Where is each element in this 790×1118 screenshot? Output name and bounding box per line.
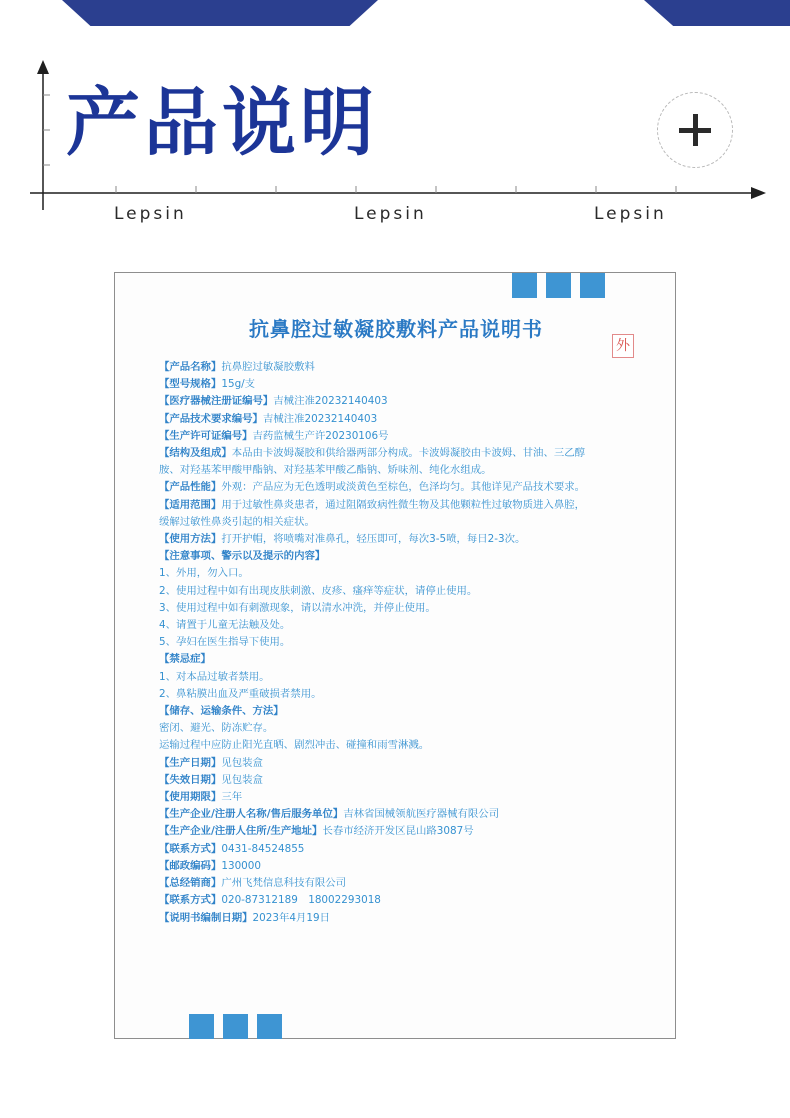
document-line (159, 428, 659, 445)
line-label: 【使用期限】 (159, 791, 222, 804)
line-label: 【联系方式】 (159, 842, 222, 855)
document-line (159, 755, 659, 772)
line-label: 【生产日期】 (159, 756, 222, 769)
line-text: 吉林省国械领航医疗器械有限公司 (343, 808, 500, 821)
line-label: 【医疗器械注册证编号】 (159, 395, 274, 408)
line-text: 0431-84524855 (221, 842, 305, 855)
document-line (159, 651, 659, 668)
line-text: 抗鼻腔过敏凝胶敷料 (221, 361, 315, 373)
document-line (159, 703, 659, 720)
document-line (159, 479, 659, 496)
document-line (159, 583, 659, 600)
line-text: 3、使用过程中如有刺激现象，请以清水冲洗，并停止使用。 (159, 601, 436, 614)
axis-label-lepsin: Lepsin (114, 204, 187, 224)
line-text: 吉械注准20232140403 (262, 412, 378, 425)
decor-square (223, 1014, 248, 1039)
line-text: 本品由卡波姆凝胶和供给器两部分构成。卡波姆凝胶由卡波姆、甘油、三乙醇 (231, 447, 586, 460)
decor-square (580, 273, 605, 298)
page-title: 产品说明 (66, 80, 378, 166)
document-line (159, 548, 659, 565)
axis-label-lepsin: Lepsin (354, 204, 427, 224)
document-line (159, 497, 659, 514)
document-line (159, 841, 659, 858)
line-text: 见包装盒 (221, 773, 263, 786)
line-text: 5、孕妇在医生指导下使用。 (159, 636, 291, 649)
document-line (159, 514, 659, 531)
document-line (159, 789, 659, 806)
line-label: 【禁忌症】 (159, 653, 211, 666)
line-text: 吉药监械生产许20230106号 (252, 429, 389, 442)
plus-icon[interactable] (657, 92, 733, 168)
line-label: 【生产企业/注册人名称/售后服务单位】 (159, 808, 344, 821)
line-text: 2、鼻粘膜出血及严重破损者禁用。 (159, 687, 322, 700)
document-line (159, 737, 659, 754)
external-use-stamp: 外 (612, 334, 634, 358)
line-text: 2、使用过程中如有出现皮肤刺激、皮疹、瘙痒等症状，请停止使用。 (159, 584, 478, 597)
line-text: 用于过敏性鼻炎患者，通过阻隔致病性微生物及其他颗粒性过敏物质进入鼻腔， (221, 498, 586, 511)
line-text: 见包装盒 (221, 756, 263, 769)
line-label: 【说明书编制日期】 (159, 911, 253, 924)
line-text: 15g/支 (221, 378, 256, 391)
line-label: 【结构及组成】 (159, 447, 232, 460)
line-text: 胺、对羟基苯甲酸甲酯钠、对羟基苯甲酸乙酯钠、矫味剂、纯化水组成。 (159, 464, 492, 477)
line-text: 打开护帽，将喷嘴对准鼻孔，轻压即可，每次3-5喷，每日2-3次。 (221, 533, 526, 546)
document-line (159, 772, 659, 789)
line-text: 长春市经济开发区昆山路3087号 (322, 825, 474, 838)
line-label: 【储存、运输条件、方法】 (159, 705, 284, 718)
document-line (159, 393, 659, 410)
line-text: 密闭、避光、防冻贮存。 (159, 722, 274, 735)
line-text: 2023年4月19日 (252, 911, 330, 924)
line-label: 【失效日期】 (159, 773, 222, 786)
axis-label-lepsin: Lepsin (594, 204, 667, 224)
line-text: 缓解过敏性鼻炎引起的相关症状。 (159, 515, 315, 528)
decor-square (257, 1014, 282, 1039)
document-line (159, 617, 659, 634)
decor-square (512, 273, 537, 298)
document-line (159, 600, 659, 617)
document-line (159, 875, 659, 892)
line-text: 1、对本品过敏者禁用。 (159, 670, 270, 683)
instruction-sheet (114, 272, 676, 1039)
line-label: 【使用方法】 (159, 533, 222, 546)
document-line (159, 910, 659, 927)
document-line (159, 462, 659, 479)
document-line (159, 892, 659, 909)
line-text: 运输过程中应防止阳光直晒、剧烈冲击、碰撞和雨雪淋溅。 (159, 739, 430, 752)
line-label: 【产品性能】 (159, 481, 222, 494)
line-text: 1、外用，勿入口。 (159, 567, 249, 580)
line-label: 【注意事项、警示以及提示的内容】 (159, 550, 326, 563)
document-line (159, 823, 659, 840)
line-text: 130000 (221, 859, 262, 872)
line-label: 【产品名称】 (159, 361, 222, 373)
document-line (159, 445, 659, 462)
document-line (159, 720, 659, 737)
line-text: 外观：产品应为无色透明或淡黄色至棕色，色泽均匀。其他详见产品技术要求。 (221, 481, 586, 494)
line-label: 【生产许可证编号】 (159, 429, 253, 442)
line-text: 吉械注准20232140403 (273, 395, 388, 408)
document-line (159, 858, 659, 875)
document-line (159, 411, 659, 428)
line-label: 【型号规格】 (159, 378, 222, 391)
document-line (159, 669, 659, 686)
line-label: 【产品技术要求编号】 (159, 412, 263, 425)
document-line (159, 359, 659, 376)
line-text: 020-87312189 18002293018 (221, 894, 381, 907)
line-label: 【生产企业/注册人住所/生产地址】 (159, 825, 323, 838)
line-label: 【适用范围】 (159, 498, 222, 511)
document-line (159, 565, 659, 582)
line-text: 4、请置于儿童无法触及处。 (159, 619, 291, 632)
document-line (159, 634, 659, 651)
line-label: 【联系方式】 (159, 894, 222, 907)
line-text: 三年 (221, 791, 243, 804)
document-line (159, 531, 659, 548)
document-line (159, 376, 659, 393)
decor-square (546, 273, 571, 298)
line-label: 【总经销商】 (159, 877, 222, 890)
document-body (159, 359, 659, 927)
document-line (159, 686, 659, 703)
line-label: 【邮政编码】 (159, 859, 222, 872)
line-text: 广州飞梵信息科技有限公司 (221, 877, 347, 890)
decor-square (189, 1014, 214, 1039)
plus-icon-vertical (693, 114, 698, 146)
document-title: 抗鼻腔过敏凝胶敷料产品说明书 (249, 317, 543, 341)
document-line (159, 806, 659, 823)
